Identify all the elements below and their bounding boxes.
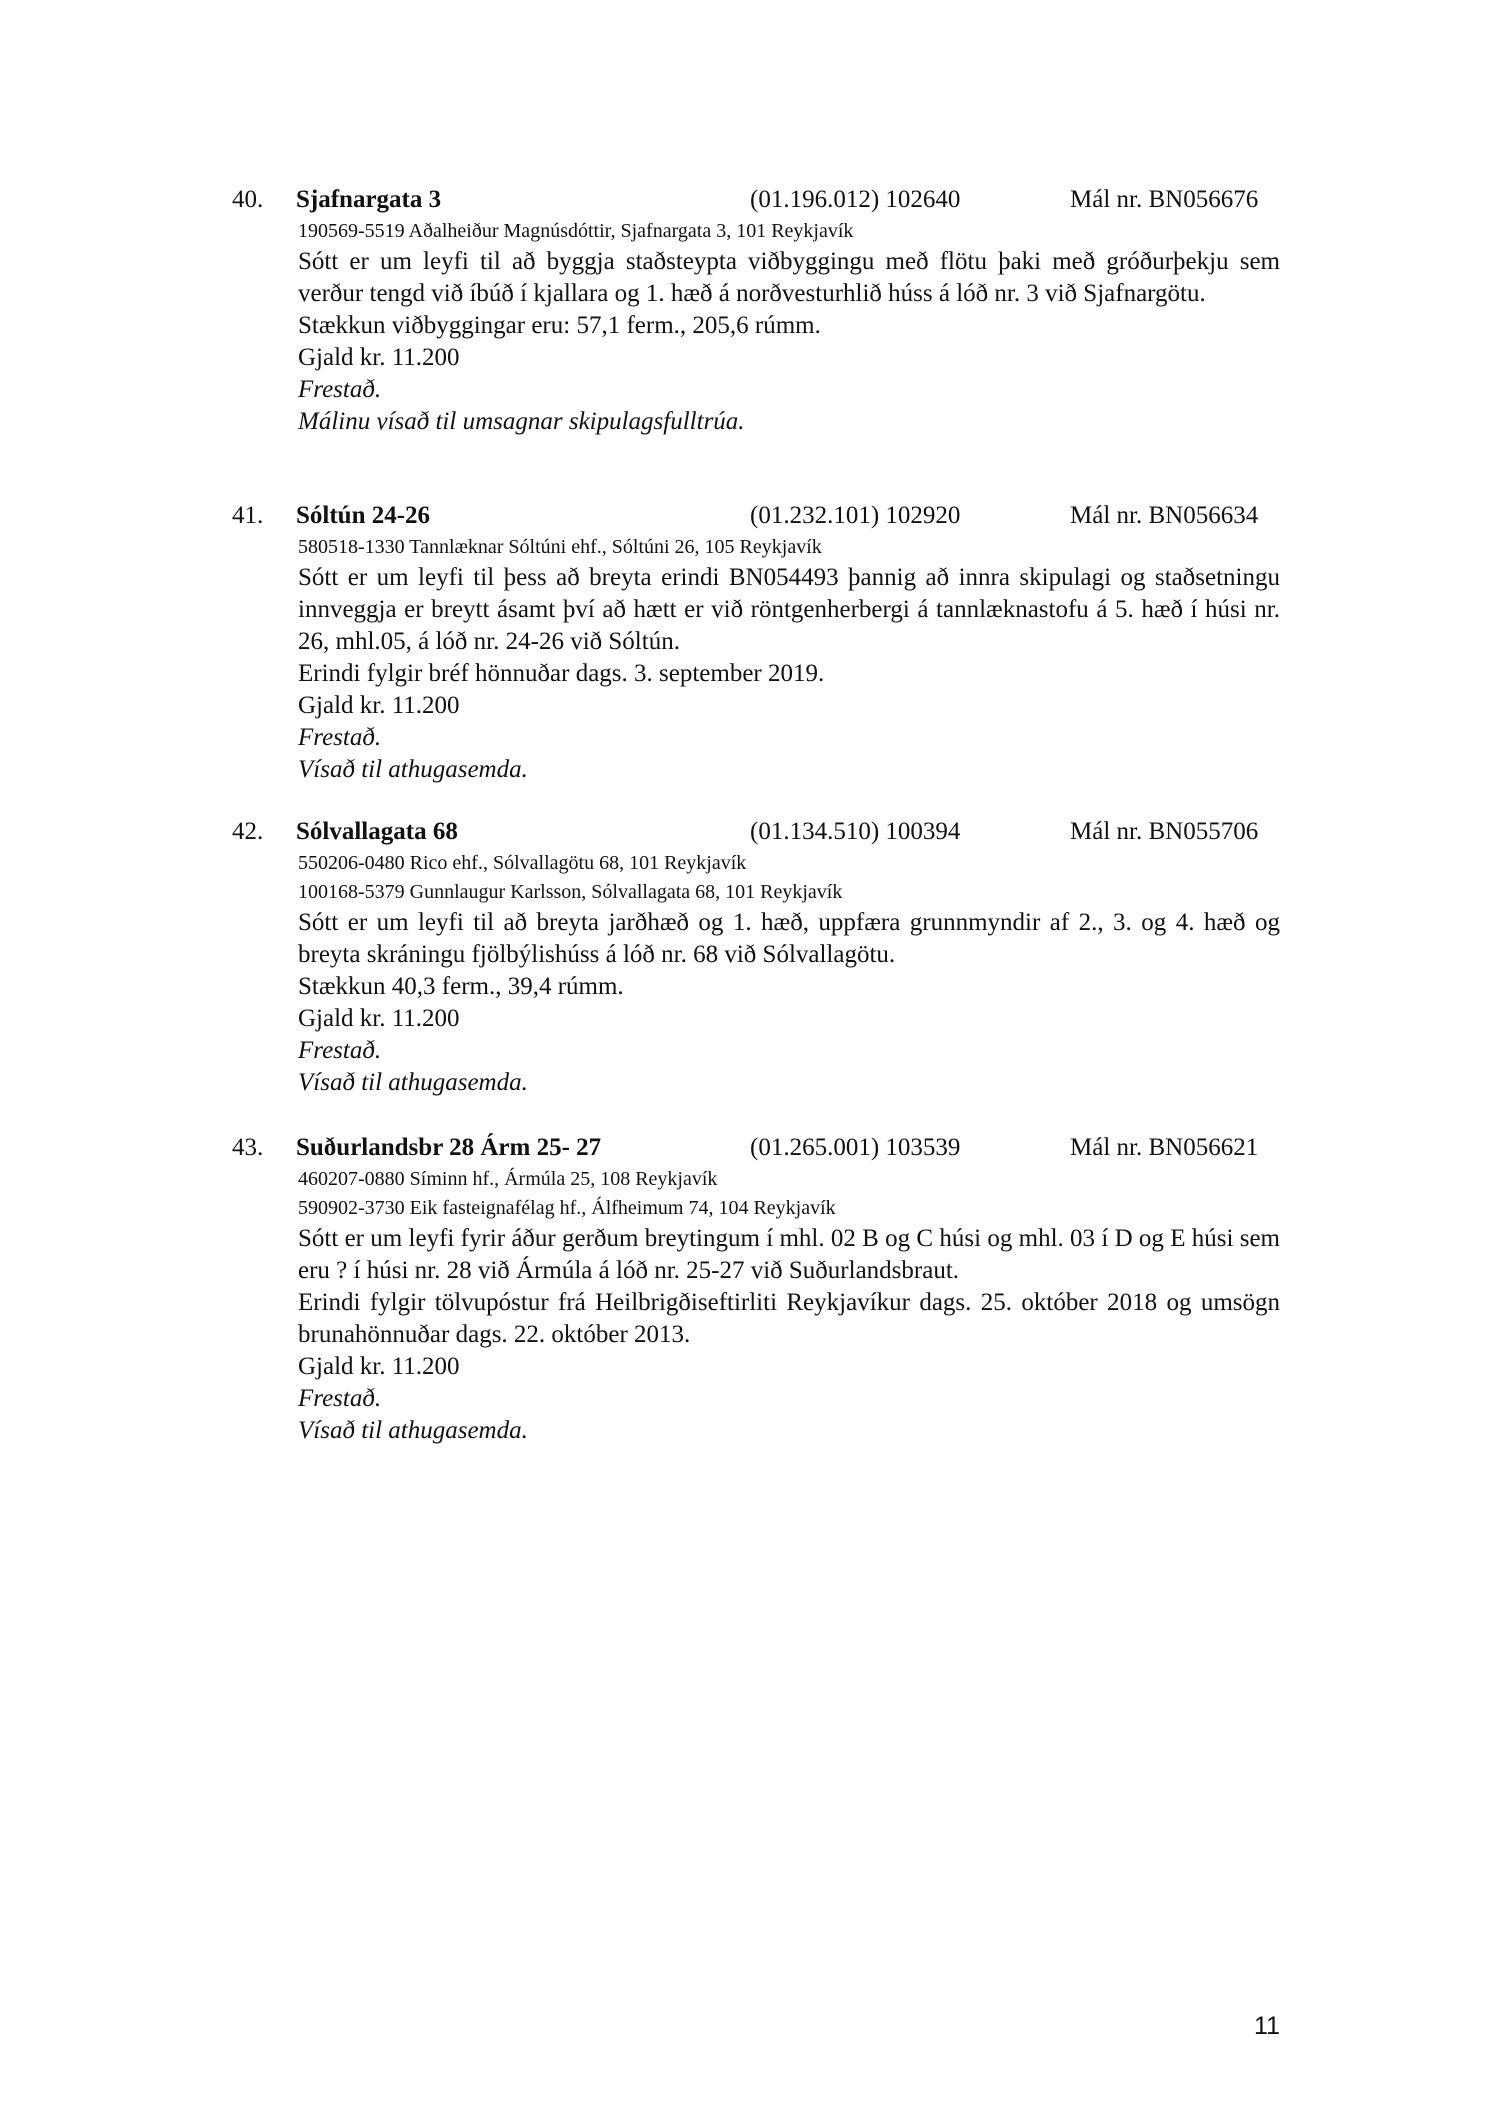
- case-reference: Mál nr. BN056676: [1070, 186, 1259, 213]
- case-header: [0, 183, 1500, 217]
- case-body: [298, 1165, 1280, 1447]
- case-note: Stækkun viðbyggingar eru: 57,1 ferm., 205,6 rúmm.: [298, 312, 821, 339]
- case-note: Erindi fylgir bréf hönnuðar dags. 3. september 2019.: [298, 660, 825, 687]
- case-title: Sóltún 24-26: [296, 502, 431, 529]
- applicant: 460207-0880 Síminn hf., Ármúla 25, 108 Reykjavík: [298, 1168, 718, 1190]
- applicant: 190569-5519 Aðalheiður Magnúsdóttir, Sjafnargata 3, 101 Reykjavík: [298, 220, 854, 242]
- status: Frestað.: [298, 1037, 382, 1064]
- case-note: Erindi fylgir tölvupóstur frá Heilbrigðiseftirliti Reykjavíkur dags. 25. október 2018 og umsögn brunahönnuðar dags. 22. október 2013.: [298, 1289, 1280, 1348]
- case-42: [0, 815, 1500, 1099]
- applicant: 580518-1330 Tannlæknar Sóltúni ehf., Sóltúni 26, 105 Reykjavík: [298, 536, 822, 558]
- case-number: 41.: [232, 502, 264, 529]
- case-reference: Mál nr. BN055706: [1070, 818, 1259, 845]
- case-43: [0, 1131, 1500, 1447]
- case-reference: Mál nr. BN056621: [1070, 1134, 1259, 1161]
- page-number: 11: [1254, 2012, 1280, 2040]
- property-id: (01.134.510) 100394: [750, 818, 961, 845]
- case-title: Sjafnargata 3: [296, 186, 442, 213]
- status: Frestað.: [298, 1385, 382, 1412]
- decision: Vísað til athugasemda.: [298, 756, 528, 783]
- case-title: Suðurlandsbr 28 Árm 25- 27: [296, 1134, 602, 1161]
- case-number: 42.: [232, 818, 264, 845]
- case-description: Sótt er um leyfi fyrir áður gerðum breytingum í mhl. 02 B og C húsi og mhl. 03 í D og E húsi sem eru ? í húsi nr. 28 við Ármúla á lóð nr. 25-27 við Suðurlandsbraut.: [298, 1225, 1280, 1284]
- applicant: 550206-0480 Rico ehf., Sólvallagötu 68, 101 Reykjavík: [298, 852, 747, 874]
- fee: Gjald kr. 11.200: [298, 692, 460, 719]
- decision: Vísað til athugasemda.: [298, 1069, 528, 1096]
- case-description: Sótt er um leyfi til þess að breyta erindi BN054493 þannig að innra skipulagi og staðsetningu innveggja er breytt ásamt því að hætt er við röntgenherbergi á tannlæknastofu á 5. hæð í húsi nr. 26, mhl.05, á lóð nr. 24-26 við Sóltún.: [298, 564, 1280, 655]
- property-id: (01.196.012) 102640: [750, 186, 961, 213]
- case-title: Sólvallagata 68: [296, 818, 458, 845]
- case-body: [298, 217, 1280, 438]
- case-reference: Mál nr. BN056634: [1070, 502, 1259, 529]
- case-note: Stækkun 40,3 ferm., 39,4 rúmm.: [298, 973, 624, 1000]
- case-description: Sótt er um leyfi til að byggja staðsteypta viðbyggingu með flötu þaki með gróðurþekju sem verður tengd við íbúð í kjallara og 1. hæð á norðvesturhlið húss á lóð nr. 3 við Sjafnargötu.: [298, 248, 1280, 307]
- decision: Vísað til athugasemda.: [298, 1417, 528, 1444]
- case-body: [298, 849, 1280, 1099]
- case-header: [0, 815, 1500, 849]
- decision: Málinu vísað til umsagnar skipulagsfulltrúa.: [298, 408, 745, 435]
- case-number: 40.: [232, 186, 264, 213]
- case-description: Sótt er um leyfi til að breyta jarðhæð og 1. hæð, uppfæra grunnmyndir af 2., 3. og 4. hæð og breyta skráningu fjölbýlishúss á lóð nr. 68 við Sólvallagötu.: [298, 909, 1280, 968]
- case-header: [0, 1131, 1500, 1165]
- property-id: (01.265.001) 103539: [750, 1134, 961, 1161]
- case-header: [0, 499, 1500, 533]
- fee: Gjald kr. 11.200: [298, 1005, 460, 1032]
- property-id: (01.232.101) 102920: [750, 502, 961, 529]
- fee: Gjald kr. 11.200: [298, 1353, 460, 1380]
- case-body: [298, 533, 1280, 786]
- case-41: [0, 499, 1500, 786]
- status: Frestað.: [298, 376, 382, 403]
- applicant: 590902-3730 Eik fasteignafélag hf., Álfheimum 74, 104 Reykjavík: [298, 1197, 836, 1219]
- case-40: [0, 183, 1500, 438]
- applicant: 100168-5379 Gunnlaugur Karlsson, Sólvallagata 68, 101 Reykjavík: [298, 881, 843, 903]
- fee: Gjald kr. 11.200: [298, 344, 460, 371]
- status: Frestað.: [298, 724, 382, 751]
- case-number: 43.: [232, 1134, 264, 1161]
